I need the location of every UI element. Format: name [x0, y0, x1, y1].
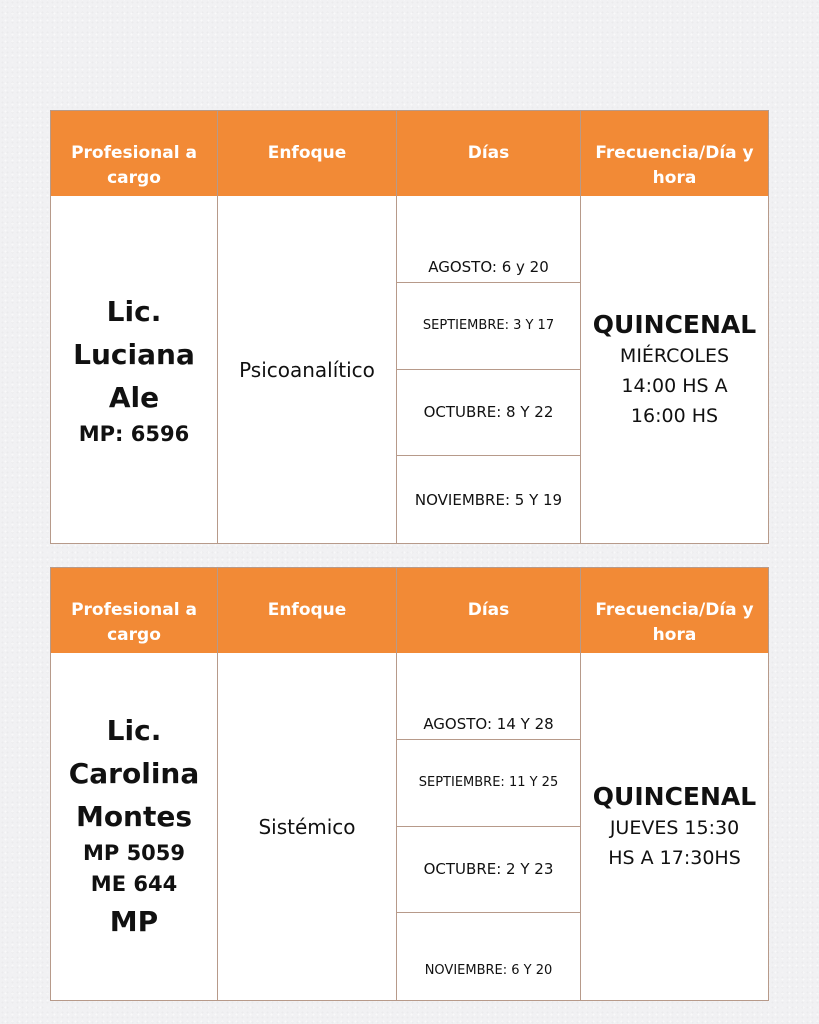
- table-header-row: [51, 568, 768, 653]
- table-body-row: [51, 196, 768, 543]
- professional-first-name: Luciana: [73, 337, 195, 371]
- frequency-detail-line: MIÉRCOLES: [619, 344, 730, 367]
- professional-registration: MP 5059: [82, 841, 186, 865]
- header-frequency: Frecuencia/Día y hora: [595, 600, 754, 645]
- days-cell: [397, 653, 581, 1000]
- professional-first-name: Carolina: [68, 757, 200, 790]
- professional-registration: MP: 6596: [78, 421, 190, 446]
- schedule-table-ale: [50, 110, 769, 544]
- frequency-detail-line: 14:00 HS A: [621, 374, 728, 397]
- day-august: AGOSTO: 6 y 20: [397, 196, 580, 283]
- approach-cell: [218, 196, 397, 543]
- day-october: OCTUBRE: 2 Y 23: [397, 827, 580, 914]
- frequency-detail-line: HS A 17:30HS: [608, 846, 741, 869]
- header-frequency: Frecuencia/Día y hora: [595, 143, 754, 188]
- header-professional: Profesional a cargo: [51, 111, 218, 196]
- header-days: Días: [397, 568, 581, 653]
- approach-cell: [218, 653, 397, 1000]
- frequency-cell: [581, 653, 768, 1000]
- header-approach: Enfoque: [218, 568, 397, 653]
- frequency-title: QUINCENAL: [592, 781, 757, 811]
- table-body-row: [51, 653, 768, 1000]
- professional-registration: ME 644: [90, 872, 178, 896]
- header-approach: Enfoque: [218, 111, 397, 196]
- frequency-title: QUINCENAL: [592, 309, 757, 339]
- professional-last-name: Montes: [75, 800, 193, 833]
- day-september: SEPTIEMBRE: 3 Y 17: [397, 283, 580, 370]
- professional-last-name: Ale: [108, 380, 160, 414]
- professional-cell: [51, 653, 218, 1000]
- professional-registration: MP: [109, 905, 159, 938]
- day-november: NOVIEMBRE: 6 Y 20: [424, 963, 553, 978]
- approach-value: Psicoanalítico: [239, 357, 375, 382]
- professional-title: Lic.: [106, 294, 162, 328]
- frequency-cell: [581, 196, 768, 543]
- professional-title: Lic.: [106, 714, 162, 747]
- days-cell: [397, 196, 581, 543]
- day-november: NOVIEMBRE: 5 Y 19: [414, 490, 563, 509]
- day-august: AGOSTO: 14 Y 28: [397, 653, 580, 740]
- professional-cell: [51, 196, 218, 543]
- header-professional: Profesional a cargo: [51, 568, 218, 653]
- day-september: SEPTIEMBRE: 11 Y 25: [397, 740, 580, 827]
- day-october: OCTUBRE: 8 Y 22: [397, 370, 580, 457]
- approach-value: Sistémico: [258, 814, 356, 839]
- schedule-table-montes: [50, 567, 769, 1001]
- frequency-detail-line: JUEVES 15:30: [609, 816, 740, 839]
- frequency-detail-line: 16:00 HS: [630, 404, 719, 427]
- header-days: Días: [397, 111, 581, 196]
- table-header-row: [51, 111, 768, 196]
